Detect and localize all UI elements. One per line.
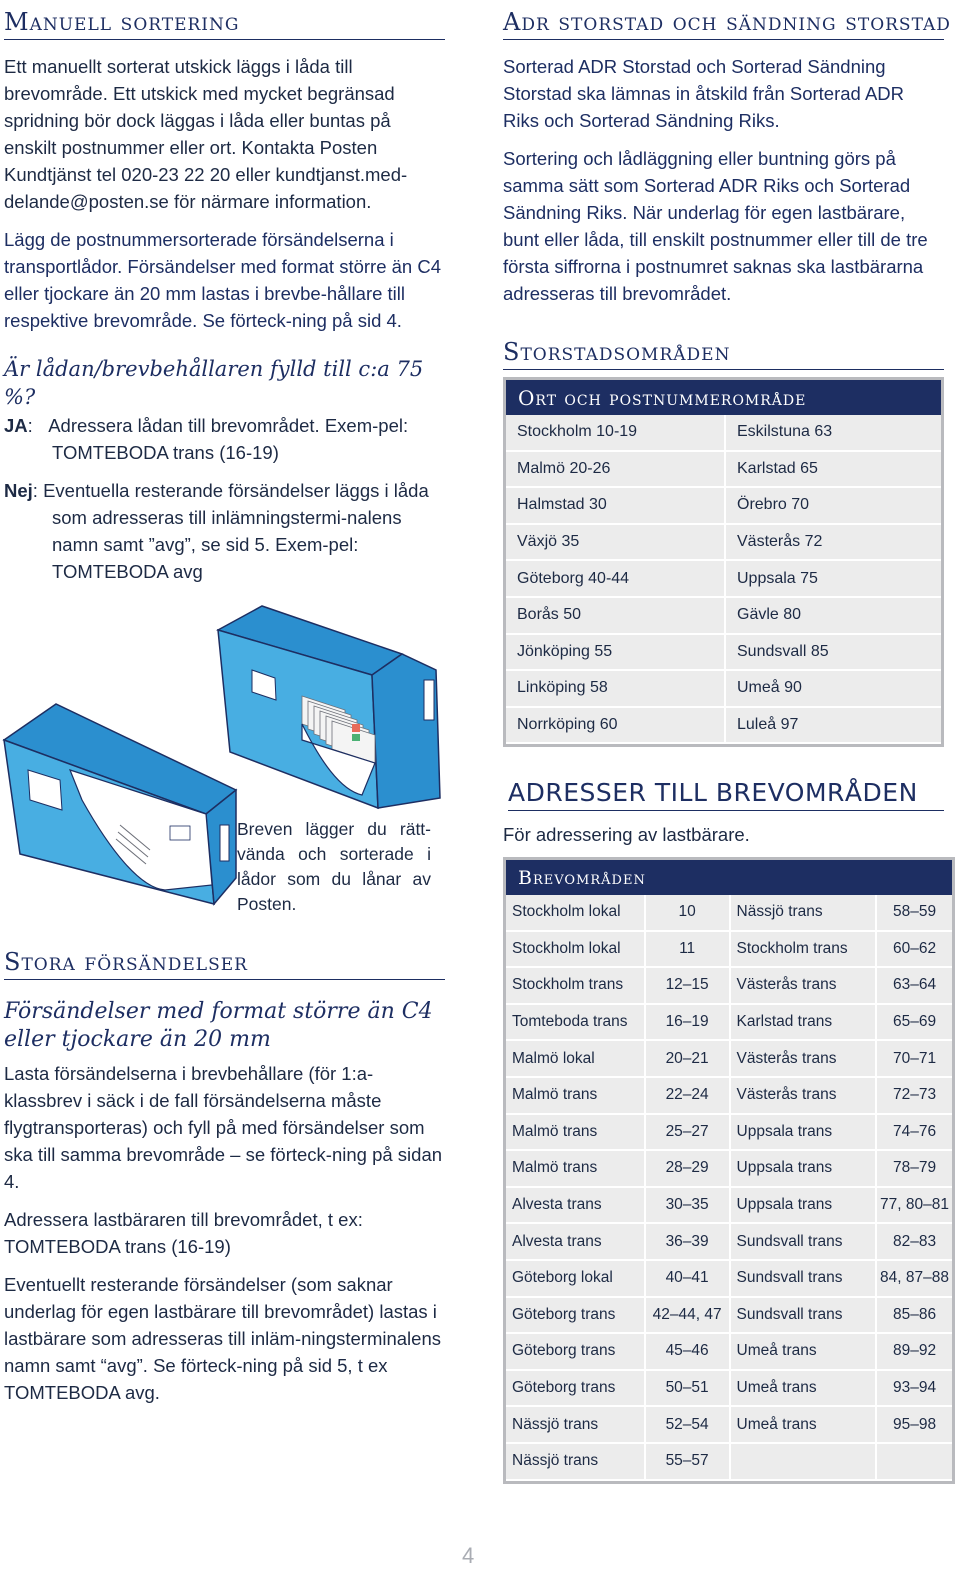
storstad-cell-right: Umeå 90 xyxy=(726,671,941,708)
adresser-intro: För adressering av lastbärare. xyxy=(503,824,750,845)
table-row xyxy=(506,1407,952,1444)
area-name-cell xyxy=(731,1444,878,1481)
storstad-cell-left: Göteborg 40-44 xyxy=(506,561,726,598)
area-name-cell: Alvesta trans xyxy=(506,1188,646,1225)
area-postcode-cell: 58–59 xyxy=(877,895,952,932)
table-row xyxy=(506,1334,952,1371)
area-name-cell: Karlstad trans xyxy=(731,1005,878,1042)
no-label: Nej xyxy=(4,480,33,501)
table-row xyxy=(506,415,941,452)
storstad-cell-right: Karlstad 65 xyxy=(726,452,941,489)
area-name-cell: Göteborg trans xyxy=(506,1371,646,1408)
table-row xyxy=(506,895,952,932)
table-row xyxy=(506,488,941,525)
area-postcode-cell: 25–27 xyxy=(646,1115,731,1152)
manual-section xyxy=(4,8,445,585)
adr-heading: Adr storstad och sändning storstad xyxy=(503,8,944,40)
area-name-cell: Göteborg lokal xyxy=(506,1261,646,1298)
area-name-cell: Stockholm trans xyxy=(506,968,646,1005)
storstad-cell-right: Västerås 72 xyxy=(726,525,941,562)
area-postcode-cell: 60–62 xyxy=(877,932,952,969)
area-postcode-cell: 10 xyxy=(646,895,731,932)
storstad-cell-left: Växjö 35 xyxy=(506,525,726,562)
area-name-cell: Alvesta trans xyxy=(506,1224,646,1261)
area-postcode-cell: 52–54 xyxy=(646,1407,731,1444)
table-row xyxy=(506,561,941,598)
storstad-cell-right: Örebro 70 xyxy=(726,488,941,525)
manual-paragraph-2: Lägg de postnummersorterade försändelserna i transportlådor. Försändelser med format större än C4 eller tjockare än 20 mm lastas i brevbe-hållare till respektive brevområde. Se förteck-ning på sid 4. xyxy=(4,229,441,331)
area-postcode-cell: 77, 80–81 xyxy=(877,1188,952,1225)
area-postcode-cell: 36–39 xyxy=(646,1224,731,1261)
table-row xyxy=(506,1078,952,1115)
table-row xyxy=(506,1298,952,1335)
area-postcode-cell: 55–57 xyxy=(646,1444,731,1481)
table-row xyxy=(506,1188,952,1225)
manual-no-item: Nej: Eventuella resterande försändelser läggs i låda som adresseras till inlämningstermi-nalens namn samt ”avg”, se sid 5. Exem-pel: TOMTEBODA avg xyxy=(4,480,429,582)
storstads-table xyxy=(503,377,944,747)
area-name-cell: Uppsala trans xyxy=(731,1188,878,1225)
area-name-cell: Uppsala trans xyxy=(731,1115,878,1152)
area-postcode-cell: 82–83 xyxy=(877,1224,952,1261)
storstads-table-header: Ort och postnummerområde xyxy=(506,380,941,415)
stora-paragraph-3: Eventuellt resterande försändelser (som saknar underlag för egen lastbärare till brevområdet) lastas i lastbärare som adresseras till inläm-ningsterminalens namn samt “avg”. Se förteck-ning på sid 5, t ex TOMTEBODA avg. xyxy=(4,1274,441,1403)
storstad-cell-right: Luleå 97 xyxy=(726,708,941,745)
storstad-cell-left: Linköping 58 xyxy=(506,671,726,708)
table-row xyxy=(506,1115,952,1152)
area-name-cell: Umeå trans xyxy=(731,1407,878,1444)
area-postcode-cell: 89–92 xyxy=(877,1334,952,1371)
area-name-cell: Göteborg trans xyxy=(506,1334,646,1371)
storstad-cell-right: Sundsvall 85 xyxy=(726,635,941,672)
area-name-cell: Nässjö trans xyxy=(506,1444,646,1481)
area-postcode-cell: 50–51 xyxy=(646,1371,731,1408)
table-row xyxy=(506,525,941,562)
area-postcode-cell: 84, 87–88 xyxy=(877,1261,952,1298)
area-name-cell: Tomteboda trans xyxy=(506,1005,646,1042)
table-row xyxy=(506,1444,952,1481)
area-postcode-cell: 65–69 xyxy=(877,1005,952,1042)
yes-label: JA xyxy=(4,415,28,436)
yes-text: Adressera lådan till brevområdet. Exem-pel: TOMTEBODA trans (16-19) xyxy=(48,415,409,463)
area-name-cell: Stockholm lokal xyxy=(506,932,646,969)
no-text: Eventuella resterande försändelser läggs i låda som adresseras till inlämningstermi-nalens namn samt ”avg”, se sid 5. Exem-pel: TOMTEBODA avg xyxy=(43,480,429,582)
area-postcode-cell: 85–86 xyxy=(877,1298,952,1335)
adr-paragraph-1: Sorterad ADR Storstad och Sorterad Sändning Storstad ska lämnas in åtskild från Sorterad ADR Riks och Sorterad Sändning Riks. xyxy=(503,56,905,131)
table-row xyxy=(506,708,941,745)
stora-paragraph-1: Lasta försändelserna i brevbehållare (för 1:a-klassbrev i säck i de fall försändelserna måste flygtransporteras) och fyll på med försändelser som ska till samma brevområde – se förteck-ning på sidan 4. xyxy=(4,1063,443,1192)
adresser-heading: ADRESSER TILL BREVOMRÅDEN xyxy=(508,779,944,811)
manual-heading: Manuell sortering xyxy=(4,8,445,40)
adr-section xyxy=(503,8,951,307)
table-row xyxy=(506,1041,952,1078)
area-postcode-cell: 30–35 xyxy=(646,1188,731,1225)
area-postcode-cell: 72–73 xyxy=(877,1078,952,1115)
area-name-cell: Västerås trans xyxy=(731,1041,878,1078)
stora-subheading: Försändelser med format större än C4 eller tjockare än 20 mm xyxy=(4,999,433,1052)
area-postcode-cell: 20–21 xyxy=(646,1041,731,1078)
stora-section xyxy=(4,948,445,1406)
area-postcode-cell: 45–46 xyxy=(646,1334,731,1371)
area-name-cell: Sundsvall trans xyxy=(731,1224,878,1261)
illustration-caption: Breven lägger du rätt-vända och sorterade i lådor som du lånar av Posten. xyxy=(237,819,431,914)
storstad-cell-left: Stockholm 10-19 xyxy=(506,415,726,452)
manual-question: Är lådan/brevbehållaren fylld till c:a 75 %? xyxy=(4,357,424,409)
stora-heading: Stora försändelser xyxy=(4,948,445,980)
area-postcode-cell: 28–29 xyxy=(646,1151,731,1188)
area-name-cell: Stockholm trans xyxy=(731,932,878,969)
adresser-section xyxy=(508,779,944,811)
storstad-cell-left: Halmstad 30 xyxy=(506,488,726,525)
area-postcode-cell: 63–64 xyxy=(877,968,952,1005)
area-name-cell: Sundsvall trans xyxy=(731,1298,878,1335)
storstad-cell-left: Jönköping 55 xyxy=(506,635,726,672)
area-postcode-cell: 93–94 xyxy=(877,1371,952,1408)
storstads-heading: Storstadsområden xyxy=(503,338,944,370)
area-postcode-cell: 12–15 xyxy=(646,968,731,1005)
stora-paragraph-2: Adressera lastbäraren till brevområdet, t ex: TOMTEBODA trans (16-19) xyxy=(4,1209,363,1257)
area-name-cell: Stockholm lokal xyxy=(506,895,646,932)
area-name-cell: Göteborg trans xyxy=(506,1298,646,1335)
storstad-cell-right: Gävle 80 xyxy=(726,598,941,635)
area-postcode-cell: 42–44, 47 xyxy=(646,1298,731,1335)
table-row xyxy=(506,598,941,635)
area-name-cell: Sundsvall trans xyxy=(731,1261,878,1298)
area-name-cell: Uppsala trans xyxy=(731,1151,878,1188)
area-name-cell: Umeå trans xyxy=(731,1371,878,1408)
area-postcode-cell: 11 xyxy=(646,932,731,969)
area-name-cell: Malmö trans xyxy=(506,1151,646,1188)
table-row xyxy=(506,1261,952,1298)
area-name-cell: Malmö trans xyxy=(506,1115,646,1152)
area-postcode-cell: 40–41 xyxy=(646,1261,731,1298)
table-row xyxy=(506,1005,952,1042)
area-postcode-cell: 70–71 xyxy=(877,1041,952,1078)
storstad-cell-left: Norrköping 60 xyxy=(506,708,726,745)
table-row xyxy=(506,1151,952,1188)
storstad-cell-left: Malmö 20-26 xyxy=(506,452,726,489)
area-postcode-cell: 16–19 xyxy=(646,1005,731,1042)
storstads-section xyxy=(503,338,944,370)
brevomraden-table-header: Brevområden xyxy=(506,860,952,895)
area-name-cell: Nässjö trans xyxy=(731,895,878,932)
area-name-cell: Malmö trans xyxy=(506,1078,646,1115)
table-row xyxy=(506,932,952,969)
storstad-cell-right: Eskilstuna 63 xyxy=(726,415,941,452)
area-name-cell: Malmö lokal xyxy=(506,1041,646,1078)
table-row xyxy=(506,635,941,672)
area-postcode-cell: 78–79 xyxy=(877,1151,952,1188)
page-number: 4 xyxy=(462,1543,475,1568)
storstad-cell-right: Uppsala 75 xyxy=(726,561,941,598)
table-row xyxy=(506,968,952,1005)
manual-yes-item: JA: Adressera lådan till brevområdet. Exem-pel: TOMTEBODA trans (16-19) xyxy=(4,415,409,463)
adr-paragraph-2: Sortering och lådläggning eller buntning görs på samma sätt som Sorterad ADR Riks och Sorterad Sändning Riks. När underlag för egen lastbärare, bunt eller låda, till enskilt postnummer eller till de tre första siffrorna i postnumret saknas ska lastbärarna adresseras till brevområdet. xyxy=(503,148,928,304)
brevomraden-table xyxy=(503,857,955,1484)
area-postcode-cell: 74–76 xyxy=(877,1115,952,1152)
manual-paragraph-1: Ett manuellt sorterat utskick läggs i låda till brevområde. Ett utskick med mycket begränsad spridning bör dock läggas i låda eller buntas på enskilt postnummer eller ort. Kontakta Posten Kundtjänst tel 020-23 22 20 eller kundtjanst.med-delande@posten.se för närmare information. xyxy=(4,56,408,212)
table-row xyxy=(506,671,941,708)
table-row xyxy=(506,1371,952,1408)
area-name-cell: Nässjö trans xyxy=(506,1407,646,1444)
area-name-cell: Umeå trans xyxy=(731,1334,878,1371)
area-postcode-cell xyxy=(877,1444,952,1481)
area-name-cell: Västerås trans xyxy=(731,1078,878,1115)
area-postcode-cell: 22–24 xyxy=(646,1078,731,1115)
storstad-cell-left: Borås 50 xyxy=(506,598,726,635)
area-name-cell: Västerås trans xyxy=(731,968,878,1005)
table-row xyxy=(506,1224,952,1261)
table-row xyxy=(506,452,941,489)
area-postcode-cell: 95–98 xyxy=(877,1407,952,1444)
